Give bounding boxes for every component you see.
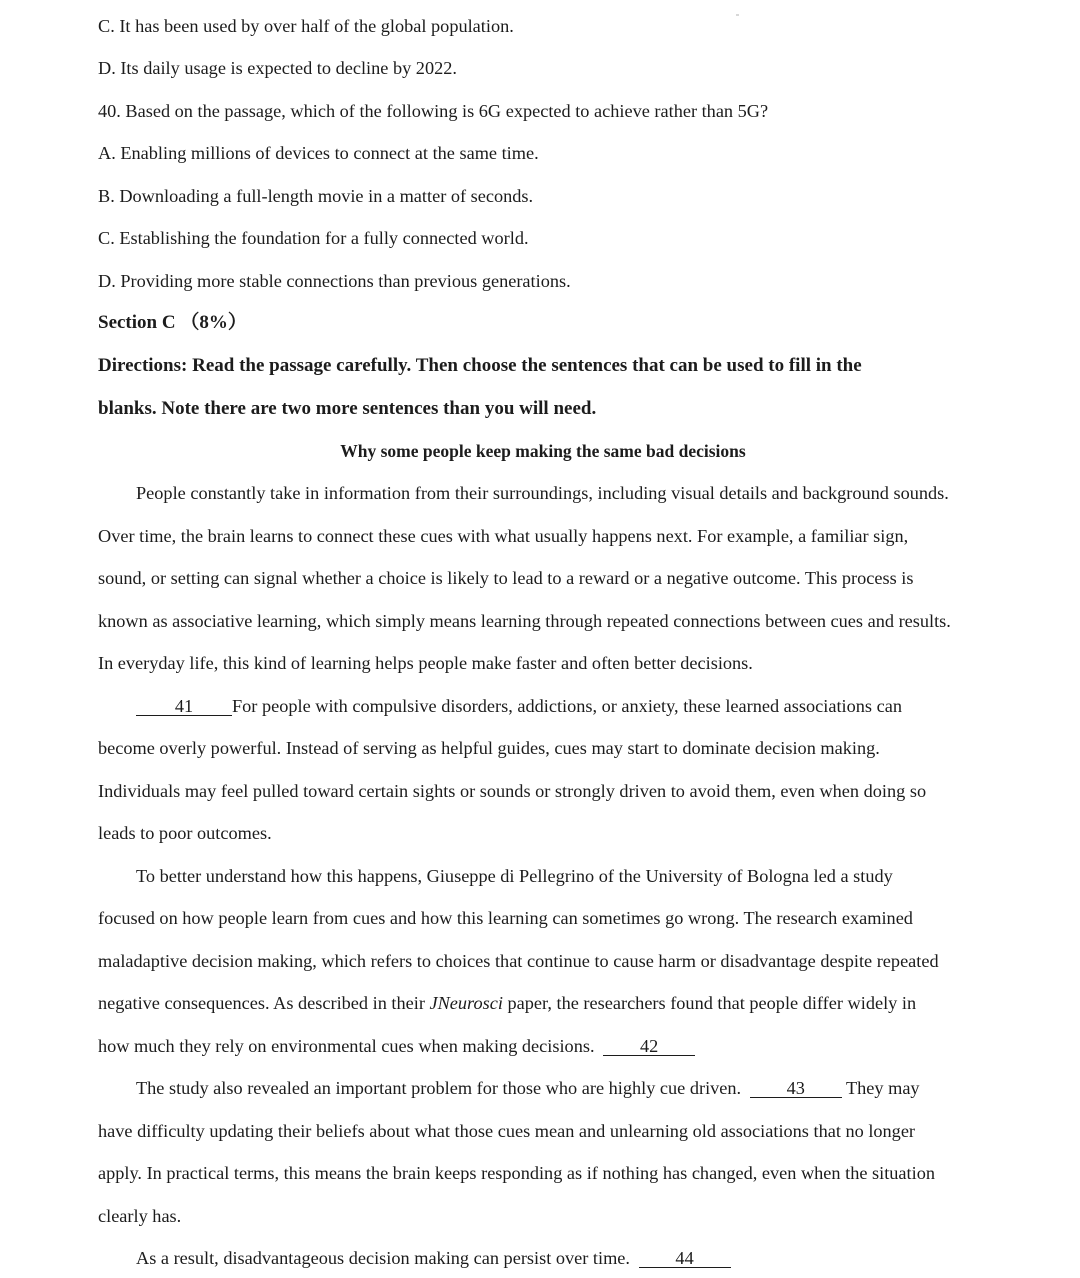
p2-line-1-text: For people with compulsive disorders, addictions, or anxiety, these learned associations can xyxy=(232,696,902,716)
q40-option-d: D. Providing more stable connections than previous generations. xyxy=(98,271,571,291)
section-heading: Section C （8%） xyxy=(98,312,247,333)
p4-line-1 xyxy=(136,1076,920,1100)
p4-line-1-text-after: They may xyxy=(845,1078,920,1098)
p1-line-3: sound, or setting can signal whether a choice is likely to lead to a reward or a negative outcome. This process is xyxy=(98,568,914,588)
directions-line-2: blanks. Note there are two more sentences than you will need. xyxy=(98,398,597,419)
p2-line-2: become overly powerful. Instead of serving as helpful guides, cues may start to dominate decision making. xyxy=(98,738,880,758)
passage-title: Why some people keep making the same bad decisions xyxy=(340,441,746,461)
blank-43[interactable]: 43 xyxy=(750,1079,842,1098)
p4-line-1-text: The study also revealed an important problem for those who are highly cue driven. xyxy=(136,1078,742,1098)
p1-line-2: Over time, the brain learns to connect these cues with what usually happens next. For example, a familiar sign, xyxy=(98,526,909,546)
blank-42[interactable]: 42 xyxy=(603,1037,695,1056)
blank-44[interactable]: 44 xyxy=(639,1249,731,1268)
p1-line-5: In everyday life, this kind of learning helps people make faster and often better decisions. xyxy=(98,653,753,673)
p4-line-2: have difficulty updating their beliefs about what those cues mean and unlearning old associations that no longer xyxy=(98,1121,916,1141)
p4-line-3: apply. In practical terms, this means the brain keeps responding as if nothing has changed, even when the situation xyxy=(98,1163,935,1183)
q39-option-c: C. It has been used by over half of the global population. xyxy=(98,16,514,36)
q40-option-c: C. Establishing the foundation for a fully connected world. xyxy=(98,228,529,248)
p2-line-4: leads to poor outcomes. xyxy=(98,823,272,843)
p3-line-4 xyxy=(98,991,916,1015)
p2-line-1 xyxy=(136,694,902,718)
p3-line-1: To better understand how this happens, Giuseppe di Pellegrino of the University of Bologna led a study xyxy=(136,866,893,886)
journal-name: JNeurosci xyxy=(429,993,503,1013)
q39-option-d: D. Its daily usage is expected to decline by 2022. xyxy=(98,58,457,78)
p3-line-5-text: how much they rely on environmental cues when making decisions. xyxy=(98,1036,595,1056)
p3-line-2: focused on how people learn from cues and how this learning can sometimes go wrong. The research examined xyxy=(98,908,913,928)
p3-line-4-text-a: negative consequences. As described in their xyxy=(98,993,430,1013)
p2-line-3: Individuals may feel pulled toward certain sights or sounds or strongly driven to avoid them, even when doing so xyxy=(98,781,927,801)
p3-line-3: maladaptive decision making, which refers to choices that continue to cause harm or disadvantage despite repeated xyxy=(98,951,939,971)
p1-line-4: known as associative learning, which simply means learning through repeated connections between cues and results. xyxy=(98,611,951,631)
p4-line-4: clearly has. xyxy=(98,1206,182,1226)
q40-option-a: A. Enabling millions of devices to connect at the same time. xyxy=(98,143,539,163)
directions-line-1: Directions: Read the passage carefully. Then choose the sentences that can be used to fill in the xyxy=(98,355,862,376)
blank-41[interactable]: 41 xyxy=(136,697,232,716)
q40-stem: 40. Based on the passage, which of the following is 6G expected to achieve rather than 5G? xyxy=(98,101,769,121)
p1-line-1: People constantly take in information from their surroundings, including visual details and background sounds. xyxy=(136,483,949,503)
p5-line-1-text: As a result, disadvantageous decision making can persist over time. xyxy=(136,1248,630,1268)
p3-line-5 xyxy=(98,1034,695,1058)
p3-line-4-text-b: paper, the researchers found that people differ widely in xyxy=(502,993,917,1013)
p5-line-1 xyxy=(136,1246,731,1270)
scan-speck xyxy=(736,14,739,16)
q40-option-b: B. Downloading a full-length movie in a matter of seconds. xyxy=(98,186,534,206)
